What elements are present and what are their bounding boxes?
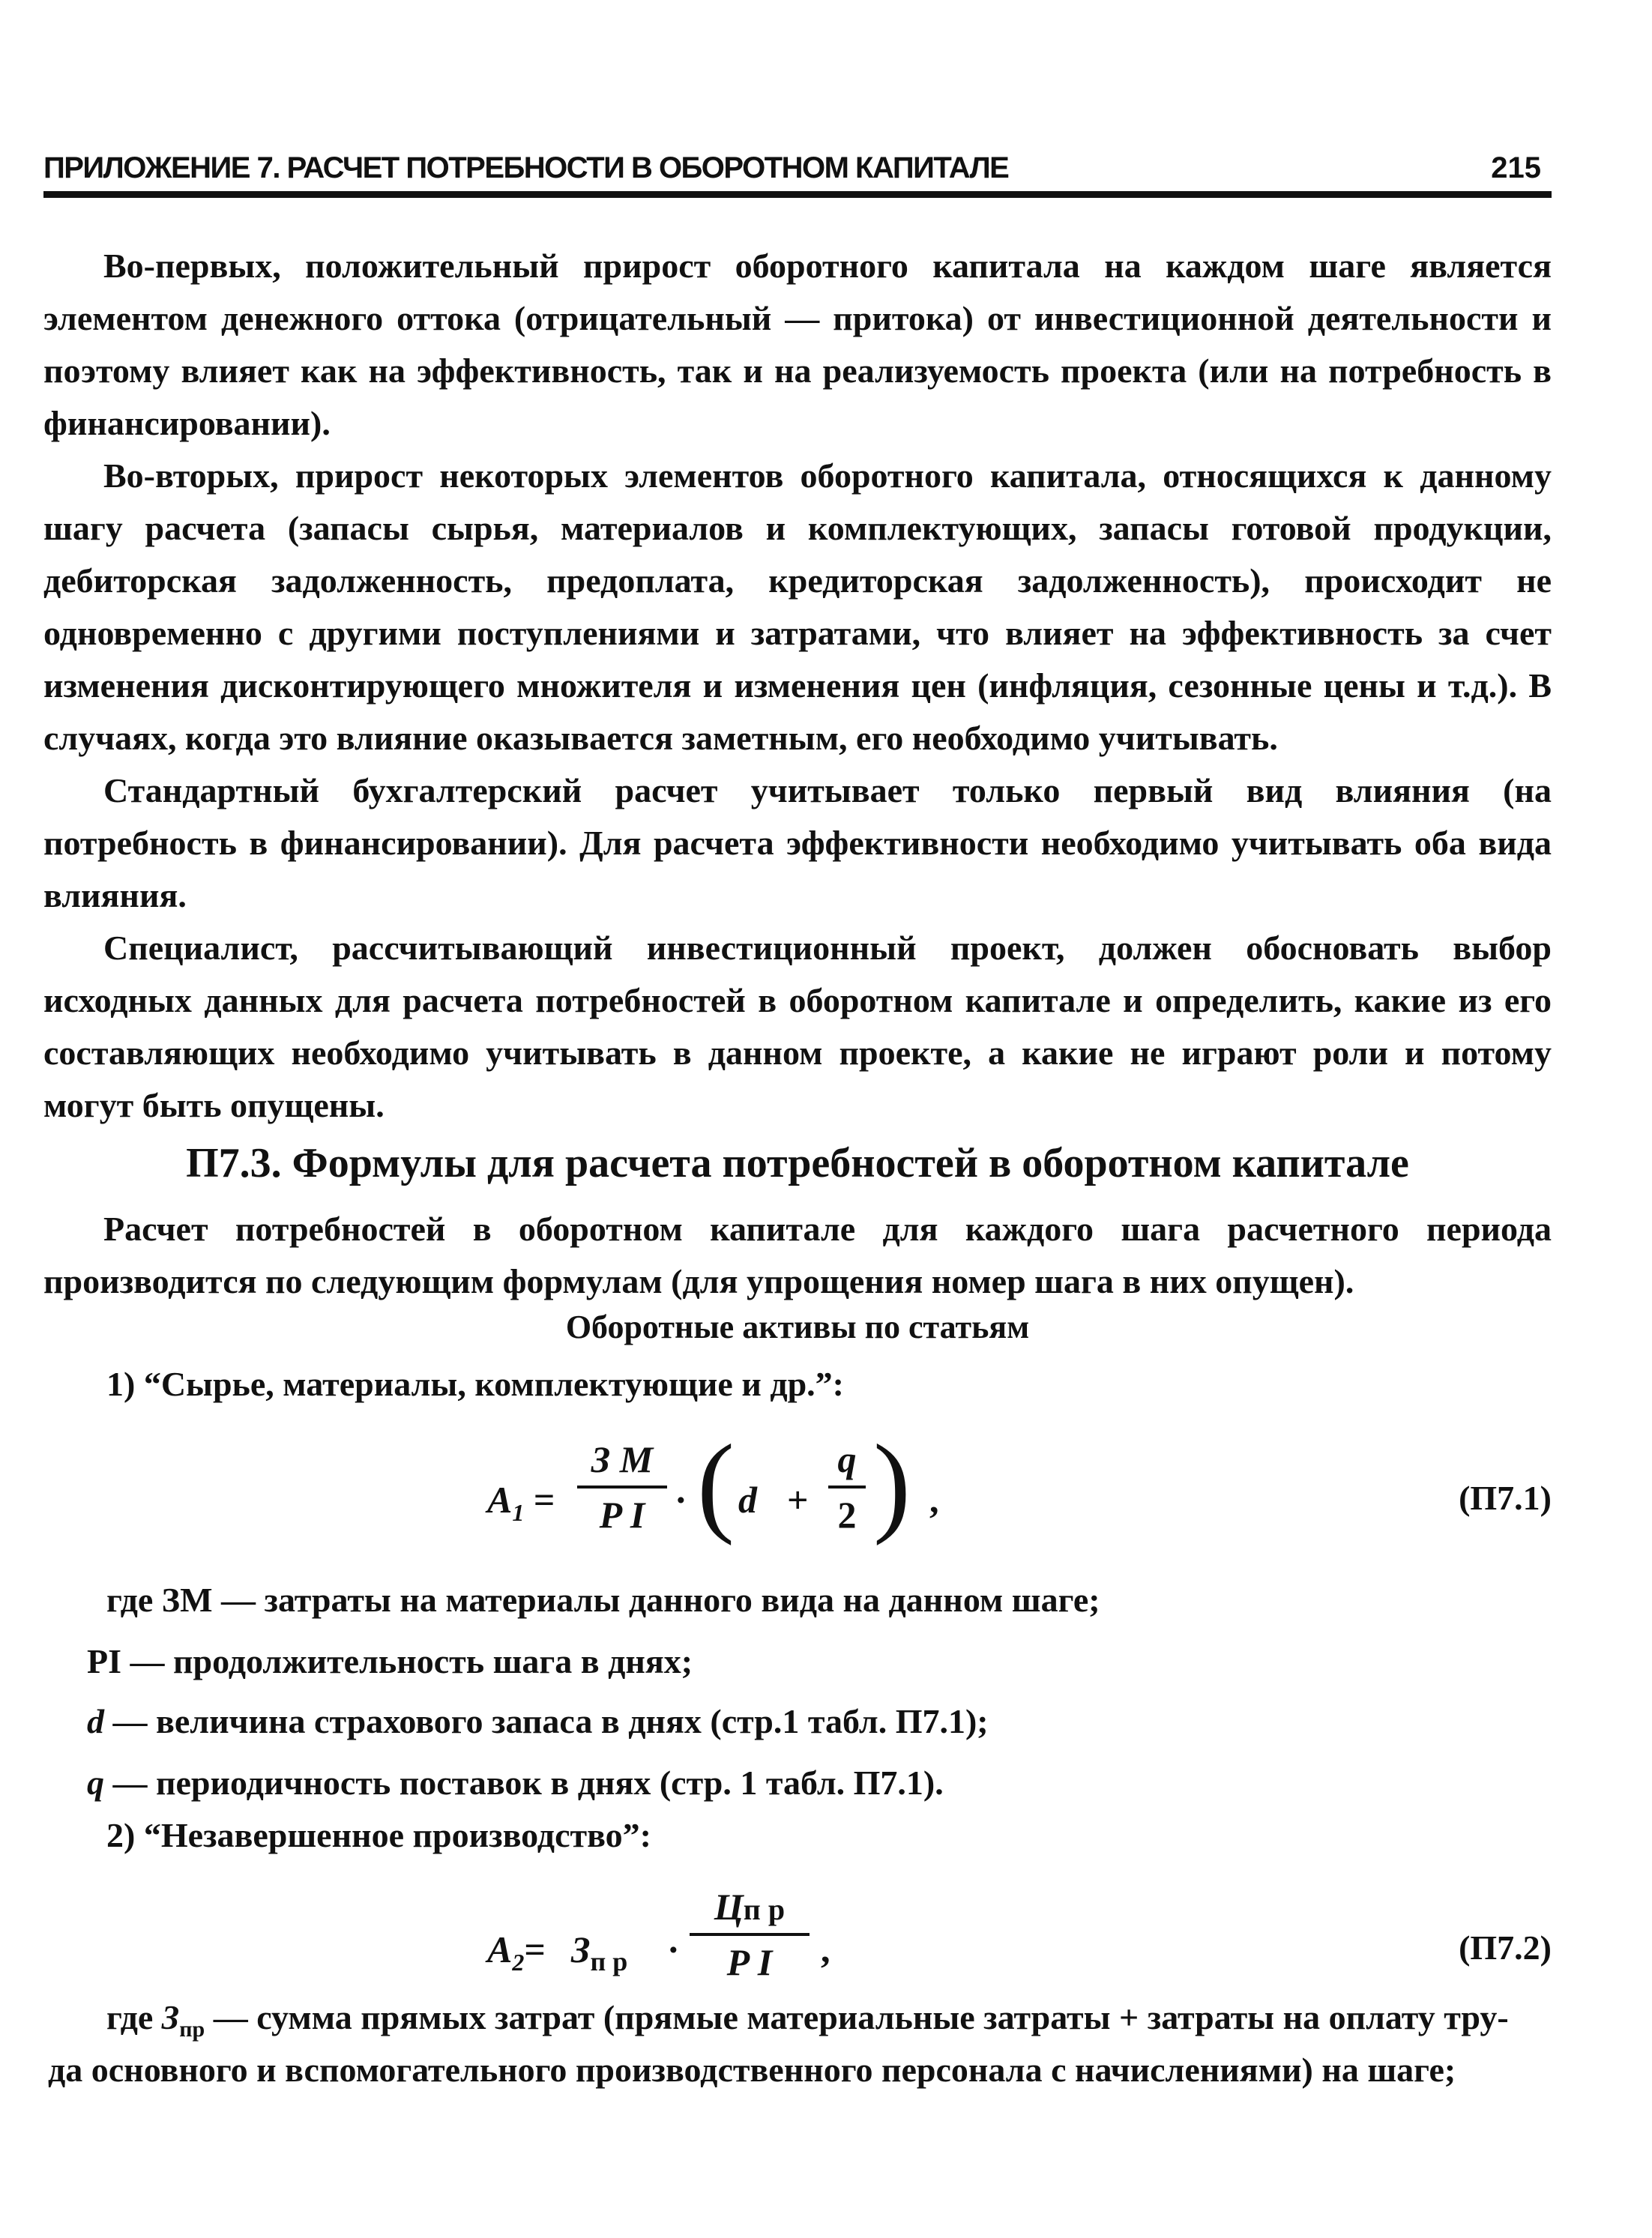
formula2-z-symbol: З xyxy=(571,1928,591,1970)
formula1-q-numerator: q xyxy=(837,1438,857,1480)
formula1-lhs xyxy=(487,1478,555,1527)
where-zpr-lead: где xyxy=(106,1998,162,2036)
where-q-text: — периодичность поставок в днях (стр. 1 табл. П7.1). xyxy=(104,1764,944,1802)
where-d-text: — величина страхового запаса в днях (стр.1 табл. П7.1); xyxy=(104,1702,989,1740)
where-zpr-sub: пр xyxy=(179,2017,205,2042)
paragraph-2: Во-вторых, прирост некоторых элементов оборотного капитала, относящихся к данному шагу расчета (запасы сырья, материалов и комплектующих, запасы готовой продукции, дебиторская задолженность, предоплата, кредиторская задолженность), происходит не одновременно с другими поступлениями и затратами, что влияет на эффективность за счет изменения дисконтирующего множителя и изменения цен (инфляция, сезонные цены и т.д.). В случаях, когда это влияние оказывается заметным, его необходимо учитывать. xyxy=(43,456,1552,757)
formula1-eq: = xyxy=(533,1479,555,1521)
formula1-fraction xyxy=(577,1438,667,1536)
formula1-numerator: З М xyxy=(591,1438,654,1480)
formula2-numerator xyxy=(690,1885,810,1928)
formula1-dot: · xyxy=(675,1479,687,1521)
where-zpr-continuation: да основного и вспомогательного производственного персонала с начислениями) на шаге; xyxy=(48,2051,1456,2089)
where-q-symbol: q xyxy=(87,1764,104,1802)
paragraph-1: Во-первых, положительный прирост оборотного капитала на каждом шаге является элементом денежного оттока (отрицательный — притока) от инвестиционной деятельности и поэтому влияет как на эффективность, так и на реализуемость проекта (или на потребность в финансировании). xyxy=(43,247,1552,442)
formula1-paren-open: ( xyxy=(697,1422,735,1546)
header-title: ПРИЛОЖЕНИЕ 7. РАСЧЕТ ПОТРЕБНОСТИ В ОБОРОТНОМ КАПИТАЛЕ xyxy=(43,151,1009,184)
where-q xyxy=(87,1763,944,1803)
formula2-z-sub: п р xyxy=(590,1946,628,1976)
where-zpr xyxy=(106,1997,1509,2042)
item2-label: 2) “Незавершенное производство”: xyxy=(106,1816,651,1854)
formula2-eq: = xyxy=(524,1928,546,1970)
formula2-numerator-sub: п р xyxy=(743,1892,786,1926)
formula1-q-fraction xyxy=(828,1438,866,1536)
formula1-q-denominator: 2 xyxy=(837,1494,857,1536)
page-number: 215 xyxy=(1491,151,1541,184)
formula1-q-bar xyxy=(828,1486,866,1489)
formula1-comma: , xyxy=(929,1479,939,1521)
where-zm: где ЗМ — затраты на материалы данного вида на данном шаге; xyxy=(106,1581,1100,1619)
formula1-denominator: P I xyxy=(599,1494,645,1536)
where-zpr-symbol: З xyxy=(161,1998,180,2036)
formula2-denominator: P I xyxy=(726,1941,773,1983)
formula2-lhs-symbol: A xyxy=(487,1928,513,1970)
header-rule xyxy=(43,191,1552,198)
formula1-lhs-sub: 1 xyxy=(512,1499,525,1526)
body-paragraphs xyxy=(43,240,1552,1132)
formula1-lhs-symbol: A xyxy=(487,1479,513,1521)
where-zpr-text: — сумма прямых затрат (прямые материальные затраты + затраты на оплату тру- xyxy=(205,1998,1509,2036)
formula1-d: d xyxy=(738,1479,757,1521)
where-pi: PI — продолжительность шага в днях; xyxy=(87,1642,693,1680)
item1-label: 1) “Сырье, материалы, комплектующие и др.”: xyxy=(106,1365,844,1403)
paragraph-4: Специалист, рассчитывающий инвестиционный проект, должен обосновать выбор исходных данных для расчета потребностей в оборотном капитале и определить, какие из его составляющих необходимо учитывать в данном проекте, а какие не играют роли и потому могут быть опущены. xyxy=(43,929,1552,1124)
section-heading: П7.3. Формулы для расчета потребностей в оборотном капитале xyxy=(186,1140,1409,1186)
running-header xyxy=(43,148,1550,193)
where-d xyxy=(87,1701,989,1741)
formula1-paren-close: ) xyxy=(873,1422,911,1546)
section-intro-block xyxy=(43,1203,1552,1308)
formula2-z xyxy=(571,1928,627,1977)
eq-number-p7-1: (П7.1) xyxy=(1459,1479,1552,1517)
section-intro: Расчет потребностей в оборотном капитале для каждого шага расчетного периода производится по следующим формулам (для упрощения номер шага в них опущен). xyxy=(43,1210,1552,1300)
formula1-fraction-bar xyxy=(577,1486,667,1489)
formula1-plus: + xyxy=(787,1479,809,1521)
where-d-symbol: d xyxy=(87,1702,104,1740)
formula2-fraction xyxy=(690,1885,810,1984)
subsection-heading: Оборотные активы по статьям xyxy=(565,1309,1030,1345)
formula2-dot: · xyxy=(667,1928,680,1970)
formula2-lhs-sub: 2 xyxy=(512,1949,525,1976)
paragraph-3: Стандартный бухгалтерский расчет учитывает только первый вид влияния (на потребность в финансировании). Для расчета эффективности необходимо учитывать оба вида влияния. xyxy=(43,771,1552,914)
formula2-fraction-bar xyxy=(690,1933,810,1936)
formula2-numerator-symbol: Ц xyxy=(714,1886,744,1928)
eq-number-p7-2: (П7.2) xyxy=(1459,1928,1552,1967)
formula2-comma: , xyxy=(821,1928,830,1970)
formula2-lhs xyxy=(487,1928,546,1976)
